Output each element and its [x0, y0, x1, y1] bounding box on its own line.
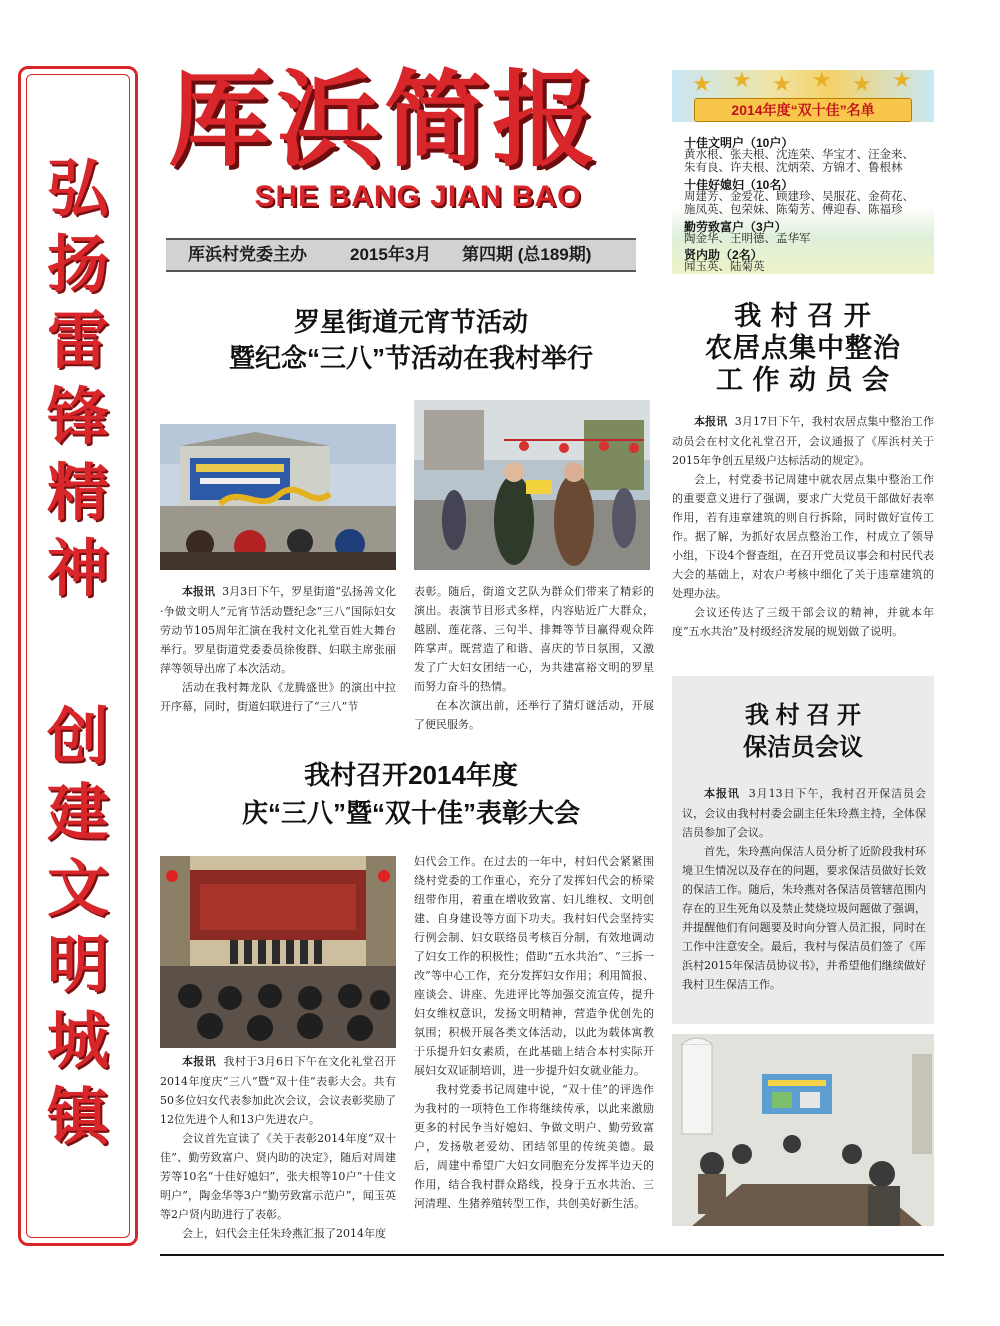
honor-names-line: 周建芳、金爱花、顾建珍、吴服花、金荷花、 — [684, 189, 914, 203]
article1-p4: 在本次演出前，还举行了猜灯谜活动，开展了便民服务。 — [414, 699, 654, 731]
article4-headline-line2: 保洁员会议 — [743, 734, 863, 761]
article2-headline — [166, 756, 656, 832]
article2-p5: 我村党委书记周建中说，“双十佳”的评选作为我村的一项特色工作将继续传承，以此来激励更多的村民争当好媳妇、争做文明户、勤劳致富户，发扬敬老爱幼、团结邻里的传统美德。最后，周建中希望广大妇女同胞充分发挥半边天的作用，结合我村群众路线，投身于五水共治、三河清理、生猪养殖转型工作，共创美好新生活。 — [414, 1083, 654, 1210]
star-icon: ★ — [812, 68, 832, 93]
honor-names — [684, 190, 930, 216]
slogan-char: 创 — [46, 700, 109, 773]
article2-p3: 会上，妇代会主任朱玲燕汇报了2014年度 — [182, 1227, 386, 1240]
bottom-rule — [160, 1254, 944, 1256]
slogan-char: 镇 — [46, 1080, 109, 1153]
article1-lead: 本报讯 — [182, 586, 216, 598]
honor-names-line: 闻玉英、陆菊英 — [684, 259, 765, 273]
article2-p1: 我村于3月6日下午在文化礼堂召开2014年度庆“三八”暨“双十佳”表彰大会。共有50多位妇女代表参加此次会议，会议表彰奖励了12位先进个人和13户先进农户。 — [160, 1055, 396, 1126]
article3-p3: 会议还传达了三级干部会议的精神，并就本年度“五水共治”及村级经济发展的规划做了说明。 — [672, 606, 934, 638]
article2-headline-line1: 我村召开2014年度 — [304, 760, 518, 790]
issue-date: 2015年3月 — [350, 245, 432, 264]
honor-names-line: 陶金华、王明德、孟华军 — [684, 231, 811, 245]
masthead-title: 厍浜简报 — [168, 58, 601, 181]
honor-names — [684, 260, 930, 273]
article3-body — [672, 412, 934, 641]
article4-body — [682, 784, 926, 994]
slogan-char: 城 — [46, 1004, 109, 1077]
honor-category-label: 勤劳致富户（3户） — [684, 220, 787, 234]
article1-p2: 活动在我村舞龙队《龙腾盛世》的演出中拉开序幕，同时，街道妇联进行了“三八”节 — [160, 681, 396, 713]
article4-lead: 本报讯 — [704, 788, 740, 800]
masthead-pinyin: SHE BANG JIAN BAO — [254, 180, 582, 213]
issue-host: 厍浜村党委主办 — [188, 245, 307, 264]
article4-headline — [672, 700, 934, 764]
article3-headline-line3: 工 作 动 员 会 — [715, 365, 890, 395]
star-icon: ★ — [852, 72, 872, 97]
article2-headline-line2: 庆“三八”暨“双十佳”表彰大会 — [241, 798, 580, 828]
honor-names — [684, 232, 930, 245]
article2-p2: 会议首先宣读了《关于表彰2014年度“双十佳”、勤劳致富户、贤内助的决定》，随后对周建芳等10名“十佳好媳妇”，张夫根等10户“十佳文明户”，陶金华等3户“勤劳致富示范户”，闻玉英等2户贤内助进行了表彰。 — [160, 1132, 396, 1221]
issue-bar — [166, 238, 636, 272]
honor-names-line: 施凤英、包荣妹、陈菊芳、傅迎春、陈福珍 — [684, 202, 903, 216]
slogan-char: 雷 — [46, 304, 109, 377]
article4-p2: 首先，朱玲燕向保洁人员分析了近阶段我村环境卫生情况以及存在的问题，要求保洁员做好长效的保洁工作。随后，朱玲燕对各保洁员管辖范围内存在的卫生死角以及禁止焚烧垃圾问题做了强调，并提醒他们有问题要及时向分管人员汇报，同时在工作中注意安全。最后，我村与保洁员们签了《厍浜村2015年保洁员协议书》，并希望他们继续做好我村卫生保洁工作。 — [682, 845, 926, 991]
article2-column2 — [414, 852, 654, 1213]
article2-p4: 妇代会工作。在过去的一年中，村妇代会紧紧围绕村党委的工作重心，充分了发挥妇代会的桥梁纽带作用，着重在增收致富、妇儿维权、文明创建、自身建设等方面下功夫。我村妇代会坚持实行例会制、妇女联络员考核百分制，有效地调动了妇女工作的积极性；借助“五水共治”、“三拆一改”等中心工作，充分发挥妇女作用；利用简报、座谈会、讲座、先进评比等加强交流宣传，提升妇女维权意识，发扬文明精神，营造争优创先的氛围；积极开展各类文体活动，以此为载体寓教于乐提升妇女素质，在此基础上结合本村实际开展妇女双证制培训，进一步提升妇女就业能力。 — [414, 855, 654, 1077]
slogan-char: 精 — [46, 456, 109, 529]
article3-headline-line1: 我 村 召 开 — [734, 301, 872, 331]
article3-p1: 3月17日下午，我村农居点集中整治工作动员会在村文化礼堂召开，会议通报了《厍浜村关于2015年争创五星级户达标活动的规定》。 — [672, 415, 935, 467]
article4-p1: 3月13日下午，我村召开保洁员会议，会议由我村村委会副主任朱玲燕主持，全体保洁员参加了会议。 — [682, 787, 926, 839]
star-icon: ★ — [732, 68, 752, 93]
article1-headline-line1: 罗星街道元宵节活动 — [293, 307, 528, 337]
honor-names — [684, 148, 930, 174]
article3-lead: 本报讯 — [694, 416, 728, 428]
article4-headline-line1: 我 村 召 开 — [744, 702, 861, 729]
honor-list-box — [672, 70, 934, 274]
slogan-char: 明 — [46, 928, 109, 1001]
slogan-char: 弘 — [46, 152, 109, 225]
article2-lead: 本报讯 — [182, 1056, 216, 1068]
slogan-char: 神 — [46, 532, 109, 605]
article1-headline-line2: 暨纪念“三八”节活动在我村举行 — [228, 343, 593, 373]
article1-p3: 表彰。随后，街道文艺队为群众们带来了精彩的演出。表演节目形式多样，内容贴近广大群众，越剧、莲花落、三句半、排舞等节目赢得观众阵阵掌声。既营造了和谐、喜庆的节日氛围，又激发了广大妇女团结一心，为共建富裕文明的罗星而努力奋斗的热情。 — [414, 585, 654, 693]
star-icon: ★ — [692, 72, 712, 97]
article1-column2 — [414, 582, 654, 734]
honor-list-banner — [672, 70, 934, 122]
article3-headline-line2: 农居点集中整治 — [705, 333, 901, 363]
slogan-char: 扬 — [46, 228, 109, 301]
honor-names-line: 朱有良、许夫根、沈炳荣、方锦才、鲁根林 — [684, 160, 903, 174]
article2-photo-ceremony — [160, 856, 396, 1048]
slogan-char: 文 — [46, 852, 109, 925]
article1-column1 — [160, 582, 396, 716]
article4-photo-meeting — [672, 1034, 934, 1226]
star-icon: ★ — [772, 72, 792, 97]
article3-p2: 会上，村党委书记周建中就农居点集中整治工作的重要意义进行了强调，要求广大党员干部做好表率作用，若有违章建筑的则自行拆除，同时做好宣传工作。据了解，为抓好农居点整治工作，村成立了领导小组，下设4个督查组，在召开党员议事会和村民代表大会的基础上，对农户考核中细化了关于违章建筑的处理办法。 — [672, 473, 934, 600]
slogan-char: 建 — [46, 776, 109, 849]
honor-list-body — [672, 126, 934, 274]
article3-headline — [672, 300, 934, 396]
article1-headline — [166, 304, 656, 376]
slogan-box — [18, 66, 138, 1246]
honor-category-label: 十佳好媳妇（10名） — [684, 178, 794, 192]
honor-names-line: 黄水根、张夫根、沈连荣、华宝才、汪金来、 — [684, 147, 914, 161]
slogan-line-1 — [21, 151, 135, 607]
honor-category-label: 十佳文明户（10户） — [684, 136, 794, 150]
article1-photo-stage — [160, 424, 396, 570]
article2-column1 — [160, 1052, 396, 1243]
issue-number: 第四期 (总189期) — [462, 245, 592, 264]
slogan-line-2 — [21, 699, 135, 1155]
honor-category-label: 贤内助（2名） — [684, 248, 763, 262]
honor-list-title: 2014年度“双十佳”名单 — [694, 98, 912, 122]
slogan-char: 锋 — [46, 380, 109, 453]
article1-p1: 3月3日下午，罗星街道“弘扬善文化·争做文明人”元宵节活动暨纪念“三八”国际妇女劳动节105周年汇演在我村文化礼堂百姓大舞台举行。罗星街道党委委员徐俊群、妇联主席张丽萍等领导出席了本次活动。 — [160, 585, 396, 675]
article1-photo-lanterns — [414, 400, 650, 570]
star-icon: ★ — [892, 68, 912, 93]
